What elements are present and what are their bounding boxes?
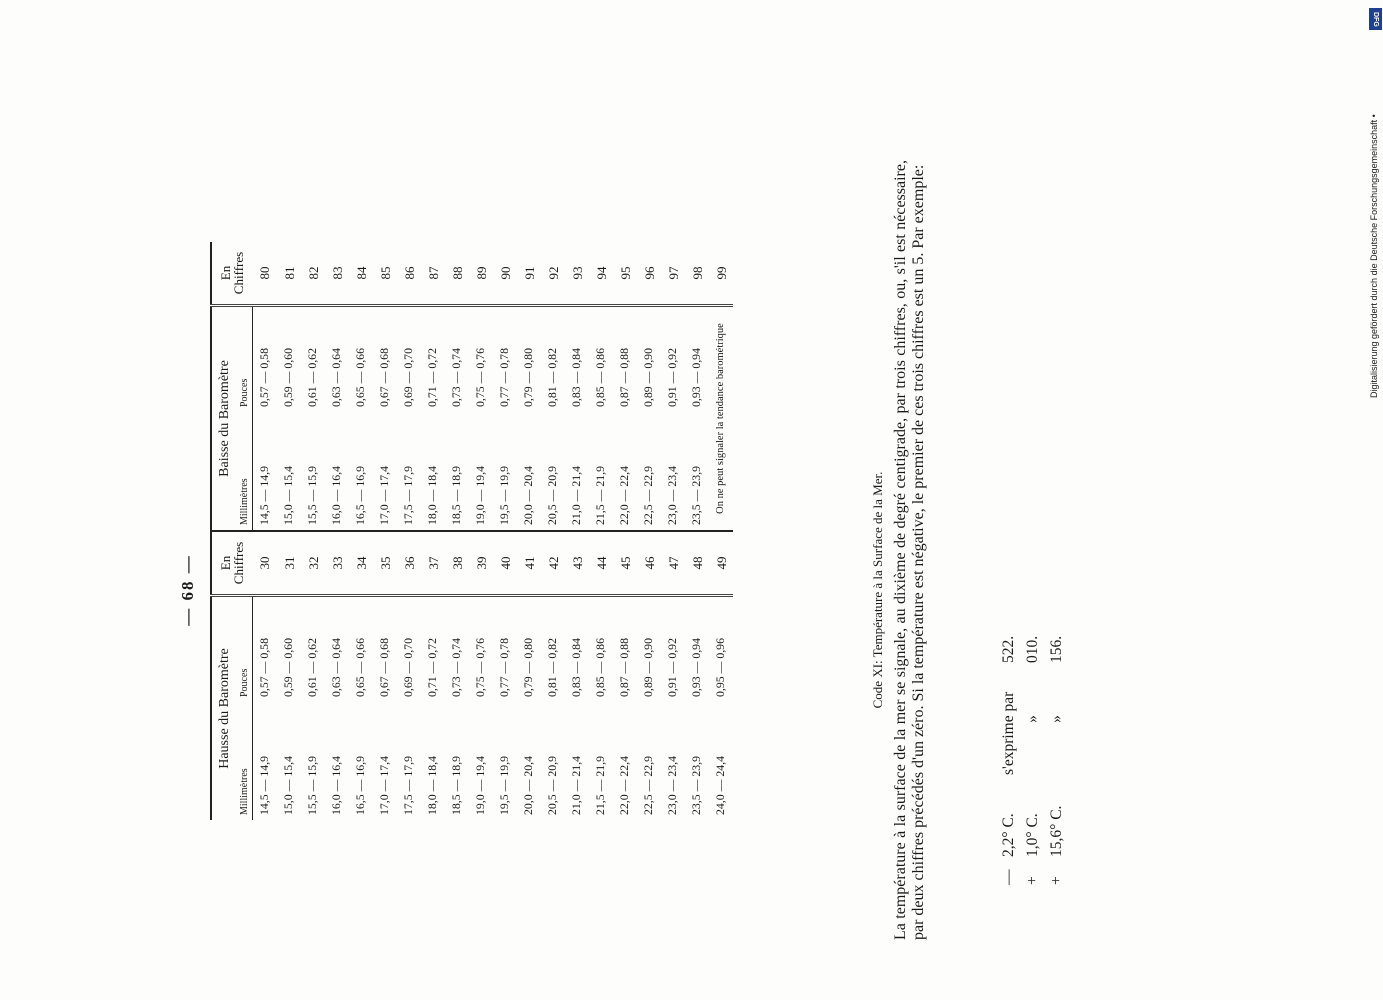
chiffres-right: 83 [325,242,349,306]
baisse-mm: 21,5 — 21,9 [593,466,608,525]
table-row [589,242,613,820]
baisse-mm: 15,0 — 15,4 [281,466,296,525]
baisse-mm: 15,5 — 15,9 [305,466,320,525]
baisse-mm: 17,0 — 17,4 [377,466,392,525]
table-row [565,242,589,820]
chiffres-header-right: En Chiffres [211,242,253,306]
hausse-mm: 15,5 — 15,9 [305,756,320,815]
baisse-pouces: 0,75 — 0,76 [473,348,488,407]
baisse-mm: 22,5 — 22,9 [641,466,656,525]
chiffres-header-left: En Chiffres [211,531,253,596]
baisse-mm: 19,0 — 19,4 [473,466,488,525]
baisse-pouces: 0,77 — 0,78 [497,348,512,407]
chiffres-left: 49 [709,531,733,596]
example-line [1048,603,1066,885]
example-sign: + [1048,876,1065,885]
chiffres-left: 47 [661,531,685,596]
chiffres-left: 31 [277,531,301,596]
baisse-mm: 23,5 — 23,9 [689,466,704,525]
rotated-page-content [170,160,1170,1000]
chiffres-left: 43 [565,531,589,596]
hausse-pouces: 0,59 — 0,60 [281,638,296,697]
baisse-mm: 17,5 — 17,9 [401,466,416,525]
hausse-mm: 16,5 — 16,9 [353,756,368,815]
hausse-mm: 19,5 — 19,9 [497,756,512,815]
example-sign: + [1024,876,1041,885]
chiffres-right: 93 [565,242,589,306]
hausse-pouces: 0,91 — 0,92 [665,638,680,697]
hausse-mm: 17,5 — 17,9 [401,756,416,815]
baisse-mm: 14,5 — 14,9 [257,466,272,525]
chiffres-right: 98 [685,242,709,306]
baisse-pouces: 0,87 — 0,88 [617,348,632,407]
chiffres-left: 30 [253,531,278,596]
chiffres-right: 82 [301,242,325,306]
page-number: — 68 — [178,554,197,626]
baisse-mm: 20,0 — 20,4 [521,466,536,525]
baisse-pouces: 0,71 — 0,72 [425,348,440,407]
hausse-mm: 20,0 — 20,4 [521,756,536,815]
baisse-pouces: 0,73 — 0,74 [449,348,464,407]
hausse-pouces: 0,65 — 0,66 [353,638,368,697]
table-row [397,242,421,820]
chiffres-left: 37 [421,531,445,596]
example-sign: — [1000,869,1017,885]
chiffres-right: 89 [469,242,493,306]
example-value: 2,2° C. [1000,813,1017,857]
table-row [493,242,517,820]
chiffres-left: 40 [493,531,517,596]
table-row [637,242,661,820]
table-row [685,242,709,820]
hausse-mm: 15,0 — 15,4 [281,756,296,815]
hausse-pouces: 0,81 — 0,82 [545,638,560,697]
chiffres-left: 41 [517,531,541,596]
baisse-pouces: 0,79 — 0,80 [521,348,536,407]
chiffres-left: 33 [325,531,349,596]
example-line [1000,603,1018,885]
chiffres-right: 88 [445,242,469,306]
hausse-pouces: 0,87 — 0,88 [617,638,632,697]
chiffres-right: 91 [517,242,541,306]
baisse-pouces: 0,61 — 0,62 [305,348,320,407]
baisse-pouces: 0,57 — 0,58 [257,348,272,407]
example-code: 010. [1024,635,1041,663]
hausse-pouces: 0,93 — 0,94 [689,638,704,697]
chiffres-left: 44 [589,531,613,596]
table-row [253,242,278,820]
table-row [421,242,445,820]
hausse-mm: 18,5 — 18,9 [449,756,464,815]
hausse-pouces: 0,67 — 0,68 [377,638,392,697]
chiffres-left: 46 [637,531,661,596]
chiffres-left: 36 [397,531,421,596]
baisse-mm: 16,0 — 16,4 [329,466,344,525]
table-row [277,242,301,820]
hausse-pouces: 0,95 — 0,96 [713,638,728,697]
chiffres-left: 38 [445,531,469,596]
baisse-mm: 19,5 — 19,9 [497,466,512,525]
hausse-pouces: 0,77 — 0,78 [497,638,512,697]
baisse-pouces: 0,81 — 0,82 [545,348,560,407]
example-verb: » [1024,715,1041,723]
hausse-mm: 23,5 — 23,9 [689,756,704,815]
chiffres-right: 94 [589,242,613,306]
example-line [1024,603,1042,885]
chiffres-right: 90 [493,242,517,306]
table-row [709,242,733,820]
table-row [325,242,349,820]
example-value: 1,0° C. [1024,813,1041,857]
hausse-pouces: 0,57 — 0,58 [257,638,272,697]
baisse-pouces: 0,89 — 0,90 [641,348,656,407]
hausse-pouces: 0,61 — 0,62 [305,638,320,697]
hausse-mm: 22,5 — 22,9 [641,756,656,815]
sidebar [1369,8,1383,398]
hausse-pouces: 0,63 — 0,64 [329,638,344,697]
hausse-mm: 19,0 — 19,4 [473,756,488,815]
mm-header-right: Millimètres [238,412,253,531]
baisse-pouces: 0,83 — 0,84 [569,348,584,407]
hausse-mm: 17,0 — 17,4 [377,756,392,815]
hausse-mm: 20,5 — 20,9 [545,756,560,815]
sidebar-text: Digitalisierung gefördert durch die Deutsche Forschungsgemeinschaft • [1369,114,1379,398]
table-row [469,242,493,820]
baisse-pouces: 0,65 — 0,66 [353,348,368,407]
chiffres-left: 39 [469,531,493,596]
hausse-pouces: 0,71 — 0,72 [425,638,440,697]
table-row [445,242,469,820]
pouces-header-left: Pouces [238,596,253,703]
baisse-pouces: 0,63 — 0,64 [329,348,344,407]
chiffres-right: 96 [637,242,661,306]
baisse-pouces: 0,69 — 0,70 [401,348,416,407]
mm-header-left: Millimètres [238,702,253,820]
barometer-table [210,242,733,820]
table-row [517,242,541,820]
hausse-mm: 14,5 — 14,9 [257,756,272,815]
chiffres-right: 92 [541,242,565,306]
dfg-logo: DFG [1369,8,1382,30]
hausse-pouces: 0,83 — 0,84 [569,638,584,697]
hausse-header: Hausse du Baromètre [211,596,238,821]
baisse-mm: 18,5 — 18,9 [449,466,464,525]
chiffres-right: 95 [613,242,637,306]
tendance-note: On ne peut signaler la tendance barométrique [715,323,727,514]
chiffres-left: 42 [541,531,565,596]
table-row [373,242,397,820]
example-code: 156. [1048,635,1065,663]
chiffres-right: 81 [277,242,301,306]
hausse-pouces: 0,73 — 0,74 [449,638,464,697]
baisse-pouces: 0,85 — 0,86 [593,348,608,407]
chiffres-right: 84 [349,242,373,306]
hausse-pouces: 0,79 — 0,80 [521,638,536,697]
table-row [613,242,637,820]
table-row [301,242,325,820]
baisse-pouces: 0,59 — 0,60 [281,348,296,407]
hausse-mm: 23,0 — 23,4 [665,756,680,815]
hausse-pouces: 0,89 — 0,90 [641,638,656,697]
baisse-pouces: 0,93 — 0,94 [689,348,704,407]
hausse-pouces: 0,85 — 0,86 [593,638,608,697]
example-value: 15,6° C. [1048,805,1065,857]
baisse-mm: 20,5 — 20,9 [545,466,560,525]
pouces-header-right: Pouces [238,306,253,413]
chiffres-right: 87 [421,242,445,306]
hausse-mm: 16,0 — 16,4 [329,756,344,815]
hausse-pouces: 0,69 — 0,70 [401,638,416,697]
paragraph: La température à la surface de la mer se signale, au dixième de degré centigrade, par trois chiffres, ou, s'il est nécessaire, par deux chiffres précédés d'un zéro. Si la température est négative, le premier de ces trois chiffres est un 5. Par exemple: [892,160,927,940]
chiffres-right: 97 [661,242,685,306]
baisse-mm: 23,0 — 23,4 [665,466,680,525]
chiffres-right: 86 [397,242,421,306]
example-verb: s'exprime par [1000,691,1017,775]
hausse-mm: 18,0 — 18,4 [425,756,440,815]
hausse-mm: 22,0 — 22,4 [617,756,632,815]
chiffres-right: 85 [373,242,397,306]
example-code: 522. [1000,635,1017,663]
chiffres-left: 32 [301,531,325,596]
baisse-mm: 18,0 — 18,4 [425,466,440,525]
baisse-header: Baisse du Baromètre [211,306,238,532]
chiffres-right: 80 [253,242,278,306]
table-body [253,242,734,820]
table-row [541,242,565,820]
table-row [661,242,685,820]
table-row [349,242,373,820]
chiffres-left: 45 [613,531,637,596]
chiffres-left: 48 [685,531,709,596]
hausse-mm: 24,0 — 24,4 [713,756,728,815]
baisse-mm: 16,5 — 16,9 [353,466,368,525]
baisse-mm: 21,0 — 21,4 [569,466,584,525]
chiffres-left: 35 [373,531,397,596]
baisse-pouces: 0,91 — 0,92 [665,348,680,407]
hausse-mm: 21,0 — 21,4 [569,756,584,815]
chiffres-right: 99 [709,242,733,306]
baisse-mm: 22,0 — 22,4 [617,466,632,525]
baisse-pouces: 0,67 — 0,68 [377,348,392,407]
chiffres-left: 34 [349,531,373,596]
hausse-pouces: 0,75 — 0,76 [473,638,488,697]
hausse-mm: 21,5 — 21,9 [593,756,608,815]
code-title: Code XI: Température à la Surface de la Mer. [870,471,885,709]
example-verb: » [1048,715,1065,723]
